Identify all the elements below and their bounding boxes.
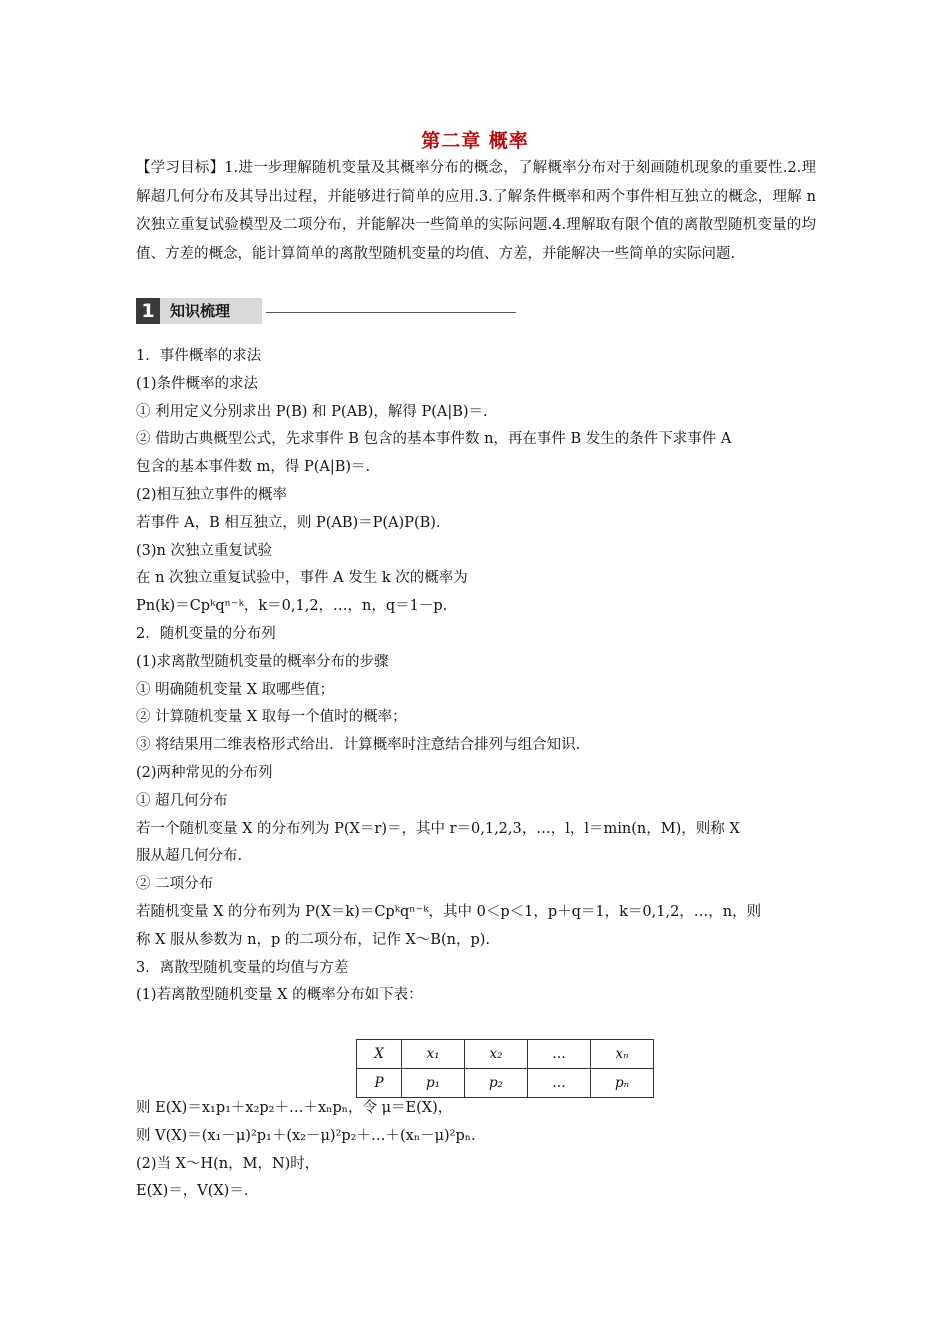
content-line: ② 借助古典概型公式，先求事件 B 包含的基本事件数 n，再在事件 B 发生的条件下求事件 A [136,431,732,448]
content-line: 包含的基本事件数 m，得 P(A|B)＝. [136,459,371,476]
content-line: 3．离散型随机变量的均值与方差 [136,959,349,976]
content-line: 若随机变量 X 的分布列为 P(X＝k)＝Cpᵏqⁿ⁻ᵏ，其中 0＜p＜1，p＋q＝1，k＝0,1,2，…，n，则 [136,903,762,920]
content-line: 服从超几何分布. [136,848,243,865]
table-cell: … [528,1040,591,1069]
table-cell: … [528,1069,591,1098]
section-label: 知识梳理 [160,298,262,324]
section-rule [266,312,516,313]
table-cell: x₁ [402,1040,465,1069]
content-line: (2)当 X～H(n，M，N)时， [136,1155,320,1172]
content-line: (1)求离散型随机变量的概率分布的步骤 [136,653,389,670]
table-cell: xₙ [591,1040,654,1069]
content-line: 1．事件概率的求法 [136,348,262,364]
table-cell: P [357,1069,402,1098]
content-line: 则 E(X)＝x₁p₁＋x₂p₂＋…＋xₙpₙ，令 μ＝E(X)， [136,1100,453,1116]
table-cell: p₁ [402,1069,465,1098]
content-line: 2．随机变量的分布列 [136,625,276,642]
section-number: 1 [136,298,160,324]
content-line: ① 超几何分布 [136,792,228,809]
content-line: ② 二项分布 [136,876,214,893]
content-line: E(X)＝，V(X)＝. [136,1183,249,1200]
content-line: ① 明确随机变量 X 取哪些值； [136,681,335,698]
table-row [357,1040,654,1069]
content-line: 称 X 服从参数为 n，p 的二项分布，记作 X～B(n，p). [136,931,491,948]
content-line: 在 n 次独立重复试验中，事件 A 发生 k 次的概率为 [136,570,468,587]
content-line: 若事件 A，B 相互独立，则 P(AB)＝P(A)P(B). [136,514,441,531]
table-cell: x₂ [465,1040,528,1069]
learning-goals-text: 1.进一步理解随机变量及其概率分布的概念，了解概率分布对于刻画随机现象的重要性.2.理解超几何分布及其导出过程，并能够进行简单的应用.3.了解条件概率和两个事件相互独立的概念，理解 n 次独立重复试验模型及二项分布，并能解决一些简单的实际问题.4.理解取有限个值的离散型随机变量的均值、方差的概念，能计算简单的离散型随机变量的均值、方差，并能解决一些简单的实际问题. [136,160,816,262]
content-line: (2)相互独立事件的概率 [136,486,288,503]
chapter-title: 第二章 概率 [421,130,529,152]
content-after-table [136,1095,816,1206]
content-line: (2)两种常见的分布列 [136,764,273,781]
content-line: ③ 将结果用二维表格形式给出．计算概率时注意结合排列与组合知识. [136,737,581,754]
content-line: ② 计算随机变量 X 取每一个值时的概率； [136,709,407,726]
table-cell: X [357,1040,402,1069]
content-line: 则 V(X)＝(x₁－μ)²p₁＋(x₂－μ)²p₂＋…＋(xₙ－μ)²pₙ. [136,1127,476,1144]
section-header [136,298,516,324]
content-line: 若一个随机变量 X 的分布列为 P(X＝r)＝，其中 r＝0,1,2,3，…，l，l＝min(n，M)，则称 X [136,820,740,837]
content-line: (1)条件概率的求法 [136,375,259,392]
table-cell: p₂ [465,1069,528,1098]
content-line: ① 利用定义分别求出 P(B) 和 P(AB)，解得 P(A|B)＝. [136,403,488,420]
table-cell: pₙ [591,1069,654,1098]
distribution-table [356,1039,654,1098]
table-row [357,1069,654,1098]
learning-goals [136,154,816,268]
content-body [136,343,816,1010]
content-line: (1)若离散型随机变量 X 的概率分布如下表： [136,987,423,1004]
content-line: Pn(k)＝Cpᵏqⁿ⁻ᵏ，k＝0,1,2，…，n，q＝1－p. [136,598,448,615]
content-line: (3)n 次独立重复试验 [136,542,272,559]
learning-goals-tag: 【学习目标】 [136,160,225,176]
